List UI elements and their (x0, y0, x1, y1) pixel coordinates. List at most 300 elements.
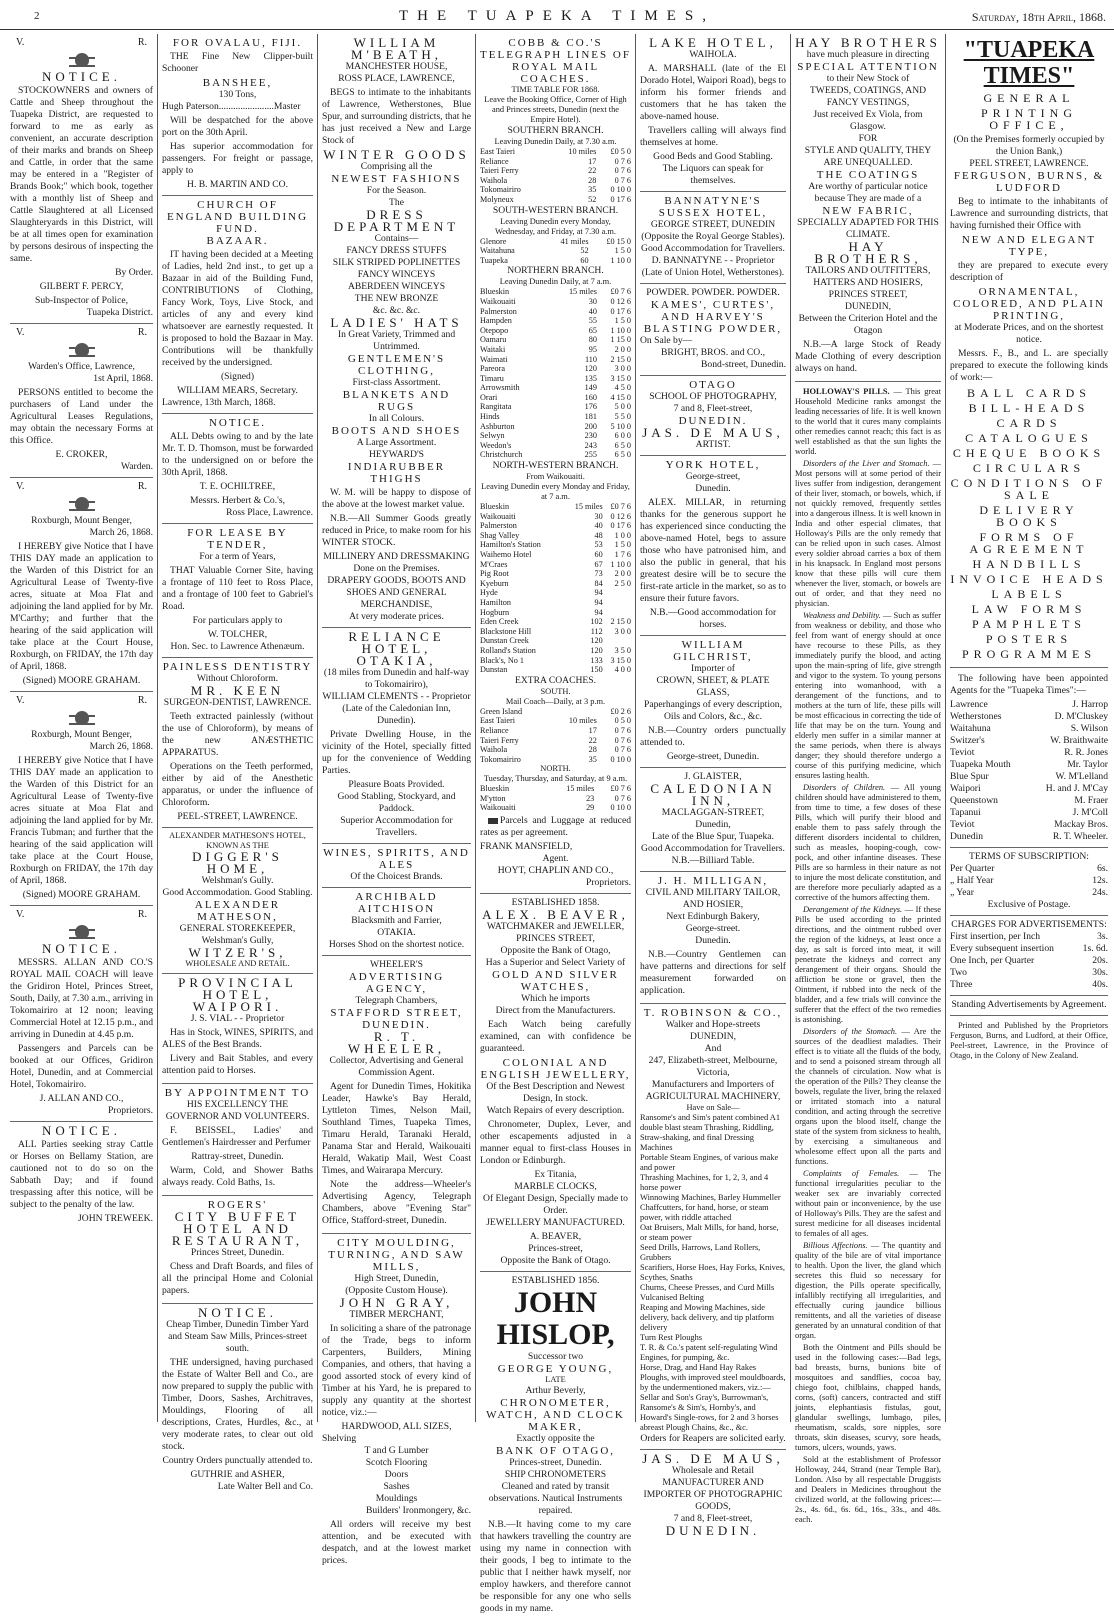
list-item-label: Dunedin (950, 831, 984, 842)
stop-distance: 15 miles (574, 502, 603, 512)
stop-distance: 28 (588, 175, 597, 185)
wines-ad: WINES, SPIRITS, AND ALES Of the Choicest Brands. (322, 844, 471, 888)
stop-name: Green Island (480, 706, 523, 716)
reliance-hotel-ad: RELIANCE HOTEL, OTAKIA, (18 miles from Dunedin and half-way to Tokomairiro), WILLIAM CLEMENTS - - Proprietor (Late of the Caledonian Inn, Dunedin). Private Dwelling House, in the vicinity of the Hotel, specially fitted up for the convenience of Wedding Parties. Pleasure Boats Provided. Good Stabling, Stockyard, and Paddock. Superior Accommodation for Travellers. (322, 628, 471, 844)
list-item (950, 783, 1108, 795)
list-item-label: „ Year (950, 887, 974, 898)
agents-table (950, 699, 1108, 843)
robinson-ad: T. ROBINSON & CO., Walker and Hope-streets DUNEDIN, And 247, Elizabeth-street, Melbourne, Victoria, Manufacturers and Importers of AGRICULTURAL MACHINERY, Have on Sale— Ransome's and Sim's patent combined A1 double blast steam Thrashing, Riddling, Straw-shaking, and final Dressing Machines Portable Steam Engines, of various make and power Thrashing Machines, for 1, 2, 3, and 4 horse power Winnowing Machines, Barley Hummeller Chaffcutters, for hand, horse, or steam power, with riddle attached Oat Bruisers, Malt Mills, for hand, horse, or steam power Seed Drills, Harrows, Land Rollers, Grubbers Scarifiers, Horse Hoes, Hay Forks, Knives, Scythes, Snaths Churns, Cheese Presses, and Curd Mills Vulcanised Belting Reaping and Mowing Machines, side delivery, back delivery, and tip platform delivery Turn Rest Ploughs T. R. & Co.'s patent self-regulating Wind Engines, for pumping, &c. Horse, Drag, and Hand Hay Rakes Ploughs, with improved steel mouldboards, by the undermentioned makers, viz.:—Sellar and Son's Gray's, Burrowman's, Ransome's & Sim's, Hornby's, and Howard's Single-rows, for 2 and 3 horses abreast Plough Chains, &c., &c. Orders for Reapers are solicited early. (640, 1004, 786, 1450)
timetable-row (480, 502, 631, 512)
timetable-row (480, 185, 631, 195)
stop-fare: 0 5 0 (614, 716, 631, 726)
masthead (0, 6, 1114, 30)
stop-fare: 6 0 0 (614, 431, 631, 441)
timetable-row (480, 402, 631, 412)
stop-distance: 17 (588, 725, 597, 735)
stop-name: Pareora (480, 364, 506, 374)
stop-fare: 1 5 0 (614, 246, 631, 256)
royal-crest-icon (67, 51, 97, 69)
stop-name: Blackstone Hill (480, 626, 532, 636)
stop-name: Hogburn (480, 607, 510, 617)
stop-name: Palmerston (480, 521, 517, 531)
timetable-row (480, 307, 631, 317)
stop-fare: 4 5 0 (614, 383, 631, 393)
timetable-row (480, 636, 631, 646)
stop-fare: 1 0 0 (614, 530, 631, 540)
stop-name: Waitaki (480, 344, 506, 354)
lake-hotel-ad: LAKE HOTEL, WAIHOLA. A. MARSHALL (late of the El Dorado Hotel, Waipori Road), begs to inform his former friends and customers that he has taken the above-named house. Travellers calling will always find themselves at home. Good Beds and Good Stabling. The Liquors can speak for themselves. (640, 34, 786, 192)
timetable-row (480, 256, 631, 266)
work-item: CATALOGUES (965, 431, 1093, 445)
timetable-row (480, 745, 631, 755)
timetable-row (480, 364, 631, 374)
list-item (950, 747, 1108, 759)
stop-name: Molyneux (480, 194, 514, 204)
stop-distance: 102 (590, 617, 603, 627)
list-item-value: R. R. Jones (1064, 747, 1108, 758)
agents-list: The following have been appointed Agents for the "Tuapeka Times":— Lawrence J. Harrop Wetherstones D. M'Cluskey Waitahuna S. Wilson Switzer's W. Braithwaite Teviot R. R. Jones Tuapeka Mouth Mr. Taylor Blue Spur W. M'Lelland Waipori H. and J. M'Cay Queenstown M. Fraer Tapanui J. M'Coll Teviot Mackay Bros. Dunedin R. T. Wheeler. (950, 668, 1108, 848)
south-western-timetable (480, 237, 631, 266)
stop-distance: 52 (588, 194, 597, 204)
list-item (950, 831, 1108, 843)
extra-north-timetable (480, 784, 631, 813)
stop-distance: 84 (594, 578, 603, 588)
stop-distance: 60 (594, 550, 603, 559)
stop-name: Palmerston (480, 306, 517, 316)
stop-name: Hamilton (480, 597, 511, 607)
list-item (950, 955, 1108, 967)
list-item-value: 30s. (1092, 967, 1108, 978)
stop-distance: 10 miles (568, 716, 597, 726)
work-item: HANDBILLS (972, 557, 1086, 571)
standing-ads: Standing Advertisements by Agreement. (950, 996, 1108, 1016)
list-item-label: Blue Spur (950, 771, 989, 782)
column-5 (636, 34, 791, 1538)
list-item-label: One Inch, per Quarter (950, 955, 1035, 966)
stop-name: Blueskin (480, 502, 510, 512)
hislop-ad: ESTABLISHED 1856. JOHN HISLOP, Successor two GEORGE YOUNG, LATE Arthur Beverly, CHRONOMETER, WATCH, AND CLOCK MAKER, Exactly opposite the BANK OF OTAGO, Princes-street, Dunedin. SHIP CHRONOMETERS Cleaned and rated by transit observations. Nautical Instruments repaired. N.B.—It having come to my care that hawkers travelling the country are using my name in connection with their goods, I beg to intimate to the public that I neither hawk myself, nor employ hawkers, and therefore cannot be responsible for any one who sells goods in my name. (480, 1275, 631, 1615)
timetable-row (480, 326, 631, 336)
list-item-label: Tuapeka Mouth (950, 759, 1011, 770)
timetable-row (480, 345, 631, 355)
stop-name: Rolland's Station (480, 645, 536, 655)
stop-name: Christchurch (480, 450, 523, 460)
stop-distance: 40 (588, 306, 597, 316)
subscription-table (950, 863, 1108, 899)
stop-fare: 0 17 6 (610, 306, 631, 316)
list-item (950, 807, 1108, 819)
stop-distance: 53 (594, 540, 603, 550)
work-item: BALL CARDS (967, 386, 1091, 400)
stop-distance: 120 (590, 636, 603, 646)
stop-fare: 1 5 0 (614, 316, 631, 326)
list-item-value: J. M'Coll (1072, 807, 1108, 818)
list-item-label: Teviot (950, 747, 975, 758)
stop-fare: 2 5 0 (614, 578, 631, 588)
royal-crest-icon (67, 709, 97, 727)
lease-ad: FOR LEASE BY TENDER, For a term of Years, THAT Valuable Corner Site, having a frontage of 110 feet to Ross Place, and a frontage of 100 feet to Gabriel's Road. For particulars apply to W. TOLCHER, Hon. Sec. to Lawrence Athenæum. (162, 524, 313, 658)
list-item (950, 967, 1108, 979)
stop-name: Waitahuna (480, 246, 515, 256)
stop-fare: 0 10 0 (610, 803, 631, 813)
timetable-row (480, 147, 631, 157)
police-notice: V. R. NOTICE. STOCKOWNERS and owners of Cattle and Sheep throughout the Tuapeka District, are requested to forward to me as early as convenient, an accurate description of their marks and brands on Sheep and Cattle, in order that the same may be entered in a "Register of Brands Book;" which book, together with a monthly list of Sheep and Cattle Slaughtered at all Licensed Slaughteryards in this District, will be at all times open for examination by persons desirous of inspecting the same. By Order. GILBERT F. PERCY, Sub-Inspector of Police, Tuapeka District. (10, 34, 153, 324)
stop-name: Tokomairiro (480, 754, 521, 764)
stop-distance: 73 (594, 569, 603, 579)
list-item (950, 979, 1108, 991)
stop-fare: 0 7 6 (614, 745, 631, 755)
stop-fare: 3 0 0 (614, 364, 631, 374)
timetable-row (480, 166, 631, 176)
stop-fare: £0 7 6 (610, 784, 631, 794)
stop-fare: 0 7 6 (614, 166, 631, 176)
list-item (950, 887, 1108, 899)
stop-name: Waikouaiti (480, 511, 516, 521)
timetable-row (480, 646, 631, 656)
list-item-value: Mackay Bros. (1054, 819, 1108, 830)
stop-fare: 0 7 6 (614, 725, 631, 735)
stop-name: Reliance (480, 725, 509, 735)
stop-distance: 181 (584, 412, 597, 422)
timetable-row (480, 237, 631, 247)
stop-name: Pig Root (480, 569, 509, 579)
stop-distance: 40 (594, 521, 603, 531)
list-item-value: 3s. (1097, 931, 1108, 942)
list-item (950, 943, 1108, 955)
stop-fare: 6 5 0 (614, 450, 631, 460)
stop-distance: 112 (590, 626, 603, 636)
roxburgh-notice-1: V. R. Roxburgh, Mount Benger, March 26, 1868. I HEREBY give Notice that I have THIS DAY made an application to the Warden of this District for an Agricultural Lease of Twenty-five acres, situate at Moa Flat and adjoining the land applied for by Mr. M'Carthy; and further that the hearing of the said application will take place at the Court House, Roxburgh, on FRIDAY, the 17th day of April, 1868. (Signed) MOORE GRAHAM. (10, 478, 153, 692)
work-item: BILL-HEADS (968, 401, 1090, 415)
stop-fare: 2 0 0 (614, 569, 631, 579)
stop-fare: 5 0 0 (614, 402, 631, 412)
stop-fare: 1 10 0 (610, 559, 631, 569)
list-item-value: 40s. (1092, 979, 1108, 990)
stop-fare: 0 7 6 (614, 156, 631, 166)
rogers-ad: ROGERS' CITY BUFFET HOTEL AND RESTAURANT, Princes Street, Dunedin. Chess and Draft Boards, and files of all the principal Home and Colonial papers. (162, 1196, 313, 1304)
work-item: DELIVERY BOOKS (979, 503, 1079, 529)
stop-distance (550, 707, 597, 717)
stop-fare (603, 598, 631, 608)
stop-name: Hamilton's Station (480, 540, 541, 550)
timetable-row (480, 707, 631, 717)
stop-distance: 255 (584, 450, 597, 460)
list-item-label: Per Quarter (950, 863, 995, 874)
page-number: 2 (34, 10, 40, 22)
debts-notice: NOTICE. ALL Debts owing to and by the late Mr. T. D. Thomson, must be forwarded to the undersigned on or before the 30th April, 1868. T. E. OCHILTREE, Messrs. Herbert & Co.'s, Ross Place, Lawrence. (162, 414, 313, 524)
stop-fare: 3 15 0 (610, 373, 631, 383)
photography-ad: OTAGO SCHOOL OF PHOTOGRAPHY, 7 and 8, Fleet-street, DUNEDIN. JAS. DE MAUS, ARTIST. (640, 376, 786, 456)
stop-fare: £0 5 0 (610, 147, 631, 156)
work-item: CARDS (996, 416, 1062, 430)
stop-name: Rangitata (480, 402, 512, 412)
stop-fare: 0 10 0 (610, 185, 631, 195)
stop-fare: £0 7 6 (610, 287, 631, 297)
timetable-row (480, 617, 631, 627)
list-item-label: Waitahuna (950, 723, 991, 734)
page-columns (6, 34, 1112, 1615)
stop-fare: 1 15 0 (610, 335, 631, 345)
timetable-row (480, 450, 631, 460)
stop-distance: 48 (594, 530, 603, 540)
stop-fare: 0 17 6 (610, 194, 631, 204)
stop-fare: 0 12 6 (610, 296, 631, 306)
list-item (950, 771, 1108, 783)
stop-distance: 149 (584, 383, 597, 393)
stop-fare (603, 636, 631, 646)
stop-distance: 150 (590, 665, 603, 675)
timetable-row (480, 794, 631, 804)
stop-name: Hyde (480, 588, 498, 598)
stop-name: Waimati (480, 354, 508, 364)
timetable-row (480, 157, 631, 167)
list-item (950, 795, 1108, 807)
stop-fare: 3 15 0 (610, 655, 631, 665)
list-item-value: Mr. Taylor (1067, 759, 1108, 770)
stop-name: Waihemo Hotel (480, 550, 532, 559)
stop-fare: 0 7 6 (614, 175, 631, 185)
timber-notice: NOTICE. Cheap Timber, Dunedin Timber Yard and Steam Saw Mills, Princes-street south. THE undersigned, having purchased the Estate of Walter Bell and Co., are now prepared to supply the public with Timber, Doors, Sashes, Architraves, Mouldings, Flooring of all descriptions, Crates, Hurdles, &c., at very moderate rates, to clear out old stock. Country Orders punctually attended to. GUTHRIE and ASHER, Late Walter Bell and Co. (162, 1305, 313, 1492)
printing-office-title: "TUAPEKA TIMES" (963, 37, 1095, 89)
list-item (950, 711, 1108, 723)
stop-name: Otepopo (480, 325, 509, 335)
list-item-value: J. Harrop (1072, 699, 1108, 710)
work-item: LABELS (991, 587, 1067, 601)
column-1 (6, 34, 158, 1422)
list-item-label: Tapanui (950, 807, 981, 818)
timetable-row (480, 588, 631, 598)
city-moulding-ad: CITY MOULDING, TURNING, AND SAW MILLS, High Street, Dunedin, (Opposite Custom House). JOHN GRAY, TIMBER MERCHANT, In soliciting a share of the patronage of the Trade, begs to inform Carpenters, Builders, Mining Companies, and others, that having a good assorted stock of every kind of Timber at his Yard, he is prepared to supply any quantity at the shortest notice, viz.:— HARDWOOD, ALL SIZES, Shelving T and G Lumber Scotch Flooring Doors Sashes Mouldings Builders' Ironmongery, &c. All orders will receive my best attention, and be executed with despatch, and at the lowest market prices. (322, 1237, 471, 1566)
timetable-row (480, 297, 631, 307)
work-item: PROGRAMMES (961, 647, 1097, 661)
powder-ad: POWDER. POWDER. POWDER. KAMES', CURTES', AND HARVEY'S BLASTING POWDER, On Sale by— BRIGHT, BROS. and CO., Bond-street, Dunedin. (640, 284, 786, 376)
stop-name: Tuapeka (480, 255, 508, 265)
column-4 (476, 34, 636, 1615)
stop-distance: 15 miles (568, 287, 597, 297)
work-item: CONDITIONS OF SALE (950, 476, 1108, 502)
list-item-value: R. T. Wheeler. (1052, 831, 1108, 842)
stop-fare: 4 15 0 (610, 392, 631, 402)
list-item-value: M. Fraer (1074, 795, 1108, 806)
list-item-label: Teviot (950, 819, 975, 830)
list-item (950, 863, 1108, 875)
coach-notice: V. R. NOTICE. MESSRS. ALLAN AND CO.'S ROYAL MAIL COACH will leave the Gridiron Hotel, Princes Street, South, Daily, at 7.30 a.m., arriving in Tokomairiro at 12 noon; leaving Commercial Hotel at 12.15 p.m., and arriving in Dunedin at 4.45 p.m. Passengers and Parcels can be booked at our Offices, Gridiron Hotel, Dunedin, and at Commercial Hotel, Tokomairiro. J. ALLAN AND CO., Proprietors. (10, 906, 153, 1122)
work-item: PAMPHLETS (972, 617, 1086, 631)
beissel-ad: BY APPOINTMENT TO HIS EXCELLENCY THE GOVERNOR AND VOLUNTEERS. F. BEISSEL, Ladies' and Gentlemen's Hairdresser and Perfumer Rattray-street, Dunedin. Warm, Cold, and Shower Baths always ready. Cold Baths, 1s. (162, 1084, 313, 1196)
stop-distance: 60 (580, 255, 589, 265)
stop-name: Oamaru (480, 335, 507, 345)
timetable-row (480, 540, 631, 550)
stop-fare: 3 5 0 (614, 645, 631, 655)
southern-timetable (480, 147, 631, 205)
stop-fare: 5 5 0 (614, 412, 631, 422)
list-item-label: „ Half Year (950, 875, 994, 886)
list-item (950, 735, 1108, 747)
timetable-row (480, 441, 631, 451)
stop-name: Arrowsmith (480, 383, 520, 393)
column-3 (318, 34, 476, 1566)
stop-fare: 1 5 0 (614, 540, 631, 550)
stop-distance: 200 (584, 421, 597, 431)
stop-fare: 3 0 0 (614, 626, 631, 636)
stop-fare: £0 15 0 (606, 236, 631, 246)
stop-name: Black's, No 1 (480, 655, 524, 665)
stop-fare: 5 10 0 (610, 421, 631, 431)
stop-name: Timaru (480, 373, 504, 383)
stop-distance: 22 (588, 166, 597, 176)
stop-distance: 243 (584, 440, 597, 450)
stop-name: Taieri Ferry (480, 166, 519, 176)
stop-name: Glenore (480, 236, 507, 246)
stop-distance: 80 (588, 335, 597, 345)
stop-fare: 0 12 6 (610, 511, 631, 521)
stop-distance: 23 (586, 793, 595, 803)
stop-name: Reliance (480, 156, 509, 166)
stop-name: Hampden (480, 316, 512, 326)
timetable-row (480, 550, 631, 560)
stop-distance: 30 (594, 511, 603, 521)
list-item-label: Every subsequent insertion (950, 943, 1054, 954)
timetable-row (480, 512, 631, 522)
timetable-row (480, 287, 631, 297)
list-item-value: D. M'Cluskey (1054, 711, 1108, 722)
stop-fare: 2 15 0 (610, 617, 631, 627)
stop-name: East Taieri (480, 716, 515, 726)
stop-distance: 22 (588, 735, 597, 745)
stop-name: Dunstan (480, 665, 508, 675)
timetable-row (480, 755, 631, 765)
mbeath-ad: WILLIAM M'BEATH, MANCHESTER HOUSE, ROSS PLACE, LAWRENCE, BEGS to intimate to the inhabitants of Lawrence, Wetherstones, Blue Spur, and surrounding districts, that he has just received a New and Large Stock of WINTER GOODS Comprising all the NEWEST FASHIONS For the Season. The DRESS DEPARTMENT Contains— FANCY DRESS STUFFS SILK STRIPED POPLINETTES FANCY WINCEYS ABERDEEN WINCEYS THE NEW BRONZE &c. &c. &c. LADIES' HATS In Great Variety, Trimmed and Untrimmed. GENTLEMEN'S CLOTHING, First-class Assortment. BLANKETS AND RUGS In all Colours. BOOTS AND SHOES A Large Assortment. HEYWARD'S INDIARUBBER THIGHS W. M. will be happy to dispose of the above at the lowest market value. N.B.—All Summer Goods greatly reduced in Price, to make room for his WINTER STOCK. MILLINERY AND DRESSMAKING Done on the Premises. DRAPERY GOODS, BOOTS AND SHOES AND GENERAL MERCHANDISE, At very moderate prices. (322, 34, 471, 628)
work-item: POSTERS (985, 632, 1073, 646)
work-item: LAW FORMS (971, 602, 1087, 616)
stop-name: Tokomairiro (480, 185, 521, 195)
bannatyne-hotel-ad: BANNATYNE'S SUSSEX HOTEL, GEORGE STREET, DUNEDIN (Opposite the Royal George Stables). Good Accommodation for Travellers. D. BANNATYNE - - Proprietor (Late of Union Hotel, Wetherstones). (640, 192, 786, 284)
printing-office-ad: "TUAPEKA TIMES" GENERAL PRINTING OFFICE, (On the Premises formerly occupied by the Union Bank,) PEEL STREET, LAWRENCE. FERGUSON, BURNS, & LUDFORD Beg to intimate to the inhabitants of Lawrence and surrounding districts, that having furnished their Office with NEW AND ELEGANT TYPE, they are prepared to execute every description of ORNAMENTAL, COLORED, AND PLAIN PRINTING, at Moderate Prices, and on the shortest notice. Messrs. F., B., and L. are specially prepared to execute the following kinds of work:— BALL CARDS BILL-HEADS CARDS CATALOGUES CHEQUE BOOKS CIRCULARS CONDITIONS OF SALE DELIVERY BOOKS FORMS OF AGREEMENT HANDBILLS INVOICE HEADS LABELS LAW FORMS PAMPHLETS POSTERS PROGRAMMES (950, 34, 1108, 668)
list-item-value: 12s. (1092, 875, 1108, 886)
timetable-row (480, 803, 631, 813)
dentistry-ad: PAINLESS DENTISTRY Without Chloroform. MR. KEEN SURGEON-DENTIST, LAWRENCE. Teeth extracted painlessly (without the use of Chloroform), by means of the new ANÆSTHETIC APPARATUS. Operations on the Teeth performed, either by aid of the Anesthetic apparatus, or under the influence of Chloroform. PEEL-STREET, LAWRENCE. (162, 658, 313, 828)
timetable-row (480, 569, 631, 579)
cobb-coaches-ad: COBB & CO.'S TELEGRAPH LINES OF ROYAL MAIL COACHES. TIME TABLE FOR 1868. Leave the Booking Office, Corner of High and Princes streets, Dunedin (next the Empire Hotel). SOUTHERN BRANCH. Leaving Dunedin Daily, at 7.30 a.m. East Taieri 10 miles £0 5 0 Reliance 17 0 7 6 Taieri Ferry 22 0 7 6 Waihola 28 0 7 6 Tokomairiro 35 0 10 0 Molyneux 52 0 17 6 SOUTH-WESTERN BRANCH. Leaving Dunedin every Monday, Wednesday, and Friday, at 7.30 a.m. Glenore 41 miles £0 15 0 Waitahuna 52 1 5 0 Tuapeka 60 1 10 0 NORTHERN BRANCH. Leaving Dunedin Daily, at 7 a.m. Blueskin 15 miles £0 7 6 Waikouaiti 30 0 12 6 Palmerston 40 0 17 6 Hampden 55 1 5 0 Otepopo 65 1 10 0 Oamaru 80 1 15 0 Waitaki 95 2 0 0 Waimati 110 2 15 0 Pareora 120 3 0 0 Timaru 135 3 15 0 Arrowsmith 149 4 5 0 Orari 160 4 15 0 Rangitata 176 5 0 0 Hinds 181 5 5 0 Ashburton 200 5 10 0 Selwyn 230 6 0 0 Weedon's 243 6 5 0 Christchurch 255 6 5 0 NORTH-WESTERN BRANCH. From Waikouaiti. Leaving Dunedin every Monday and Friday, at 7 a.m. Blueskin 15 miles £0 7 6 Waikouaiti 30 0 12 6 Palmerston 40 0 17 6 Shag Valley 48 1 0 0 Hamilton's Station 53 1 5 0 Waihemo Hotel 60 1 7 6 M'Craes 67 1 10 0 Pig Root 73 2 0 0 Kyeburn 84 2 5 0 Hyde 94 Hamilton 94 Hogburn 94 Eden Creek 102 2 15 0 Blackstone Hill 112 3 0 0 Dunstan Creek 120 Rolland's Station 120 3 5 0 Black's, No 1 133 3 15 0 Dunstan 150 4 0 0 EXTRA COACHES. SOUTH. Mail Coach—Daily, at 3 p.m. Green Island £0 2 6 East Taieri 10 miles 0 5 0 Reliance 17 0 7 6 Taieri Ferry 22 0 7 6 Waihola 28 0 7 6 Tokomairiro 35 0 10 0 NORTH. Tuesday, Thursday, and Saturday, at 9 a.m. Blueskin 15 miles £0 7 6 M'ytton 23 0 7 6 Waikouaiti 29 0 10 0 Parcels and Luggage at reduced rates as per agreement. FRANK MANSFIELD, Agent. HOYT, CHAPLIN AND CO., Proprietors. (480, 34, 631, 894)
stop-fare: £0 2 6 (610, 706, 631, 716)
stop-name: Weedon's (480, 440, 512, 450)
stop-distance: 94 (594, 607, 603, 617)
list-item-value: S. Wilson (1070, 723, 1108, 734)
stop-distance: 29 (586, 803, 595, 813)
stop-fare: 6 5 0 (614, 440, 631, 450)
stop-distance: 28 (588, 745, 597, 755)
stop-name: Orari (480, 392, 498, 402)
timetable-row (480, 784, 631, 794)
stop-distance: 230 (584, 431, 597, 441)
timetable-row (480, 422, 631, 432)
stop-name: Blueskin (480, 287, 510, 297)
stop-distance: 35 (588, 754, 597, 764)
stop-distance: 10 miles (568, 147, 597, 156)
list-item (950, 819, 1108, 831)
stop-distance: 15 miles (566, 784, 595, 794)
hay-brothers-ad: HAY BROTHERS have much pleasure in directing SPECIAL ATTENTION to their New Stock of TWEEDS, COATINGS, AND FANCY VESTINGS, Just received Ex Viola, from Glasgow. FOR STYLE AND QUALITY, THEY ARE UNEQUALLED. THE COATINGS Are worthy of particular notice because They are made of a NEW FABRIC, SPECIALLY ADAPTED FOR THIS CLIMATE. HAY BROTHERS, TAILORS AND OUTFITTERS, HATTERS AND HOSIERS, PRINCES STREET, DUNEDIN, Between the Criterion Hotel and the Otagon N.B.—A large Stock of Ready Made Clothing of every description always on hand. (795, 34, 941, 382)
stop-distance: 110 (584, 354, 597, 364)
stop-name: Hinds (480, 412, 500, 422)
stop-distance: 160 (584, 392, 597, 402)
imprint: Printed and Published by the Proprietors Ferguson, Burns, and Ludford, at their Office, Peel-street, Lawrence, in the Province of Otago, in the Colony of New Zealand. (950, 1021, 1108, 1060)
pointing-hand-icon (488, 818, 498, 824)
list-item (950, 931, 1108, 943)
timetable-row (480, 335, 631, 345)
gilchrist-ad: WILLIAM GILCHRIST, Importer of CROWN, SHEET, & PLATE GLASS, Paperhangings of every description, Oils and Colors, &c., &c. N.B.—Country orders punctually attended to. George-street, Dunedin. (640, 636, 786, 768)
stop-distance: 176 (584, 402, 597, 412)
wardens-notice: V. R. Warden's Office, Lawrence, 1st April, 1868. PERSONS entitled to become the purchasers of Land under the Agricultural Leases Regulations, may obtain the necessary Forms at this Office. E. CROKER, Warden. (10, 324, 153, 478)
matheson-ad: ALEXANDER MATHESON'S HOTEL, KNOWN AS THE DIGGER'S HOME, Welshman's Gully. Good Accommodation. Good Stabling. ALEXANDER MATHESON, GENERAL STOREKEEPER, Welshman's Gully, WITZER'S, WHOLESALE AND RETAIL. (162, 828, 313, 974)
timetable-row (480, 716, 631, 726)
cattle-notice: NOTICE. ALL Parties seeking stray Cattle or Horses on Bellamy Station, are cautioned not to do so on the Sabbath Day; and if found trespassing after this notice, will be subject to the penalty of the law. JOHN TREWEEK. (10, 1123, 153, 1224)
work-item: INVOICE HEADS (950, 572, 1108, 586)
stop-name: Kyeburn (480, 578, 509, 588)
stop-name: Eden Creek (480, 617, 519, 627)
aitchison-ad: ARCHIBALD AITCHISON Blacksmith and Farrier, OTAKIA. Horses Shod on the shortest notice. (322, 888, 471, 956)
stop-fare: 4 0 0 (614, 665, 631, 675)
list-item-value: 6s. (1097, 863, 1108, 874)
stop-fare: 1 7 6 (614, 550, 631, 559)
extra-south-timetable (480, 707, 631, 765)
issue-date: Saturday, 18th April, 1868. (971, 10, 1106, 24)
stop-distance: 94 (594, 597, 603, 607)
stop-name: Waikouaiti (480, 803, 516, 813)
royal-crest-icon (67, 495, 97, 513)
timetable-row (480, 412, 631, 422)
list-item (950, 699, 1108, 711)
stop-fare: £0 7 6 (610, 502, 631, 512)
list-item-value: W. Braithwaite (1050, 735, 1108, 746)
stop-distance: 17 (588, 156, 597, 166)
advertising-charges: CHARGES FOR ADVERTISEMENTS: First insertion, per Inch 3s. Every subsequent insertion 1s. 6d. One Inch, per Quarter 20s. Two 30s. Three 40s. (950, 916, 1108, 996)
stop-fare: 1 10 0 (610, 325, 631, 335)
york-hotel-ad: YORK HOTEL, George-street, Dunedin. ALEX. MILLAR, in returning thanks for the generous support he has experienced since conducting the above-named Hotel, begs to assure those who have patronised him, and also the public in general, that his greatest desire will be to secure the first-rate article in the market, so as to ensure their future favors. N.B.—Good accommodation for horses. (640, 456, 786, 636)
list-item-label: Wetherstones (950, 711, 1002, 722)
timetable-row (480, 393, 631, 403)
timetable-row (480, 726, 631, 736)
column-2 (158, 34, 318, 1492)
list-item-value: H. and J. M'Cay (1045, 783, 1108, 794)
stop-name: Shag Valley (480, 530, 520, 540)
list-item (950, 723, 1108, 735)
royal-crest-icon (67, 341, 97, 359)
stop-distance: 67 (594, 559, 603, 569)
stop-distance: 41 miles (560, 236, 589, 246)
timetable-row (480, 579, 631, 589)
list-item-label: Two (950, 967, 967, 978)
list-item-value: 24s. (1092, 887, 1108, 898)
stop-name: Waihola (480, 745, 508, 755)
timetable-row (480, 560, 631, 570)
column-7 (946, 34, 1112, 1422)
newspaper-title: THE TUAPEKA TIMES, (398, 8, 716, 24)
list-item-label: Three (950, 979, 973, 990)
column-6 (791, 34, 946, 1524)
caledonian-inn-ad: J. GLAISTER, CALEDONIAN INN, MACLAGGAN-STREET, Dunedin, Late of the Blue Spur, Tuapeka. Good Accommodation for Travellers. N.B.—Billiard Table. (640, 768, 786, 872)
work-item: CHEQUE BOOKS (952, 446, 1106, 460)
stop-name: East Taieri (480, 147, 515, 156)
timetable-row (480, 195, 631, 205)
stop-name: Blueskin (480, 784, 510, 794)
list-item-label: Waipori (950, 783, 981, 794)
roxburgh-notice-2: V. R. Roxburgh, Mount Benger, March 26, 1868. I HEREBY give Notice that I have THIS DAY made an application to the Warden of this District for an Agricultural Lease of Twenty-five acres situate at Moa Flat and adjoining the land applied for by Mr. Francis Tubman; and further that the hearing of the said application will take place at the Court House, Roxburgh on FRIDAY, the 17th day of April, 1868. (Signed) MOORE GRAHAM. (10, 692, 153, 906)
timetable-row (480, 374, 631, 384)
timetable-row (480, 521, 631, 531)
list-item-label: First insertion, per Inch (950, 931, 1041, 942)
stop-fare (603, 608, 631, 618)
